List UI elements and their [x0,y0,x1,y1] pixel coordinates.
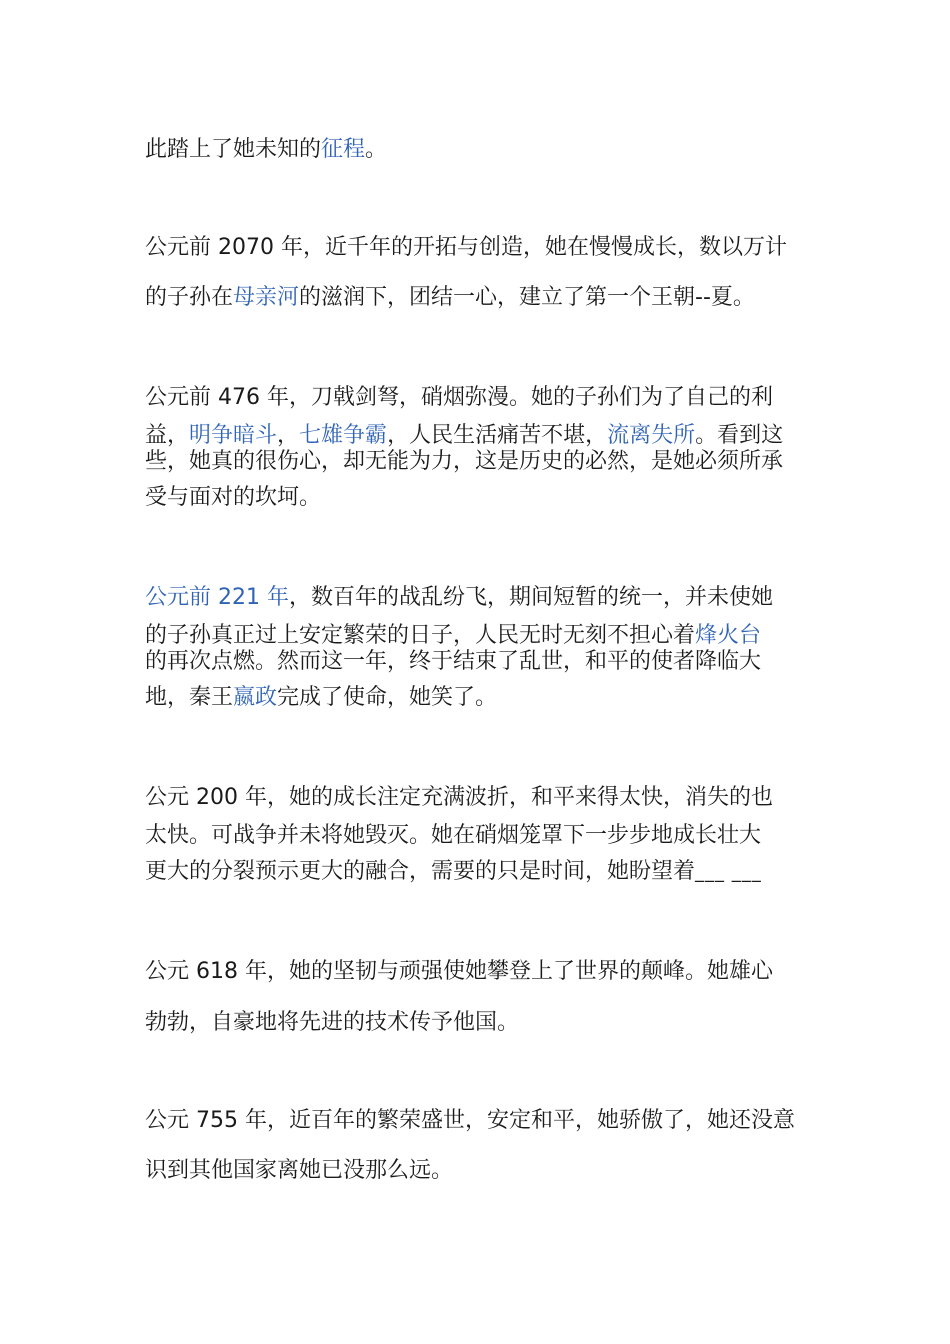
text-line [145,447,815,477]
text-segment: 。 [365,137,388,162]
text-segment: 太快。可战争并未将她毁灭。她在硝烟笼罩下一步步地成长壮大 [145,823,762,848]
hyperlink[interactable]: 烽火台 [695,623,762,648]
text-line [145,583,815,613]
text-line [145,233,815,263]
text-segment: 地，秦王 [145,685,234,710]
text-segment: 公元 618 年，她的坚韧与顽强使她攀登上了世界的颠峰。她雄心 [145,959,773,984]
text-line [145,1106,815,1136]
hyperlink[interactable]: 七雄争霸 [299,423,388,448]
text-segment: ，数百年的战乱纷飞，期间短暂的统一，并未使她 [288,585,773,610]
text-segment: 的再次点燃。然而这一年，终于结束了乱世，和平的使者降临大 [145,649,762,674]
text-segment: 。看到这 [695,423,784,448]
text-segment: 此踏上了她未知的 [145,137,322,162]
text-segment: 勃勃，自豪地将先进的技术传予他国。 [145,1010,520,1035]
text-segment: 的子孙在 [145,285,234,310]
text-segment: 的子孙真正过上安定繁荣的日子，人民无时无刻不担心着 [145,623,696,648]
text-line [145,1156,815,1186]
hyperlink[interactable]: 征程 [321,137,366,162]
hyperlink[interactable]: 明争暗斗 [189,423,278,448]
text-segment: ， [277,423,300,448]
text-line [145,647,815,677]
hyperlink[interactable]: 嬴政 [233,685,278,710]
text-segment: 识到其他国家离她已没那么远。 [145,1158,454,1183]
text-segment: 公元前 476 年，刀戟剑弩，硝烟弥漫。她的子孙们为了自己的利 [145,385,773,410]
text-line [145,383,815,413]
text-segment: ，人民生活痛苦不堪， [387,423,608,448]
text-segment: 公元 200 年，她的成长注定充满波折，和平来得太快，消失的也 [145,785,773,810]
text-line [145,683,815,713]
text-segment: 些，她真的很伤心，却无能为力，这是历史的必然，是她必须所承 [145,449,784,474]
hyperlink[interactable]: 流离失所 [607,423,696,448]
text-line [145,483,815,513]
text-segment: 公元前 2070 年，近千年的开拓与创造，她在慢慢成长，数以万计 [145,235,787,260]
hyperlink[interactable]: 公元前 221 年 [145,585,289,610]
text-line [145,1008,815,1038]
text-segment: 的滋润下，团结一心，建立了第一个王朝--夏。 [299,285,755,310]
text-line [145,957,815,987]
text-segment: 更大的分裂预示更大的融合，需要的只是时间，她盼望着 [145,859,696,884]
blank-line: ___ ___ [695,862,762,883]
text-segment: 受与面对的坎坷。 [145,485,322,510]
text-segment: 益， [145,423,190,448]
text-line [145,283,815,313]
text-line [145,821,815,851]
text-line [145,135,815,165]
text-segment: 公元 755 年，近百年的繁荣盛世，安定和平，她骄傲了，她还没意 [145,1108,795,1133]
hyperlink[interactable]: 母亲河 [233,285,300,310]
text-line [145,857,815,888]
text-line [145,783,815,813]
text-segment: 完成了使命，她笑了。 [277,685,498,710]
